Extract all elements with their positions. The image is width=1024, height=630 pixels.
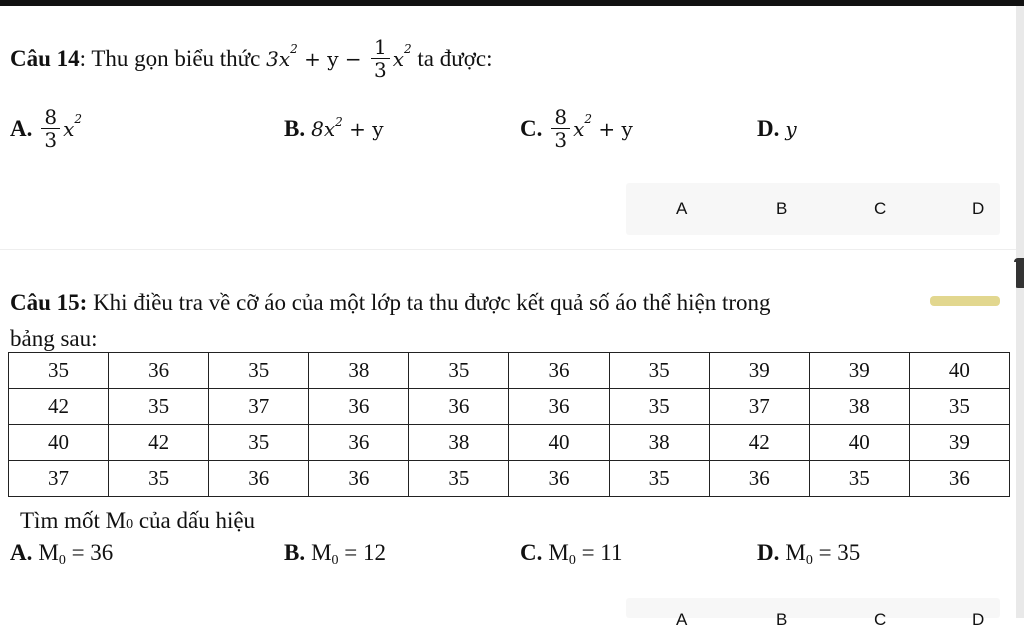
table-cell: 35 bbox=[609, 389, 709, 425]
table-cell: 40 bbox=[809, 425, 909, 461]
q14-answer-c[interactable]: C bbox=[874, 199, 887, 218]
q15-text: Khi điều tra về cỡ áo của một lớp ta thu được kết quả số áo thể hiện trong bbox=[87, 290, 771, 315]
table-cell: 36 bbox=[309, 425, 409, 461]
q15-answer-a[interactable]: A bbox=[676, 610, 688, 629]
table-cell: 35 bbox=[609, 353, 709, 389]
q15-stem-line2 bbox=[10, 326, 98, 352]
q14-answer-d[interactable]: D bbox=[972, 199, 985, 218]
q14-stem bbox=[10, 36, 492, 81]
table-cell: 35 bbox=[909, 389, 1009, 425]
table-cell: 36 bbox=[109, 353, 209, 389]
table-cell: 35 bbox=[409, 461, 509, 497]
table-cell: 39 bbox=[909, 425, 1009, 461]
table-cell: 42 bbox=[709, 425, 809, 461]
table-cell: 42 bbox=[9, 389, 109, 425]
table-cell: 36 bbox=[309, 389, 409, 425]
table-cell: 38 bbox=[809, 389, 909, 425]
table-cell: 35 bbox=[809, 461, 909, 497]
table-cell: 38 bbox=[609, 425, 709, 461]
q15-prompt: Tìm mốt M $_0$ của dấu hiệu bbox=[20, 508, 256, 533]
q15-answer-d[interactable]: D bbox=[972, 610, 985, 629]
q15-stem bbox=[10, 290, 771, 316]
q14-fraction: $\frac{1}{3}$ bbox=[371, 36, 390, 81]
table-cell: 36 bbox=[409, 389, 509, 425]
q14-answer-bar bbox=[626, 183, 1000, 235]
q14-option-c[interactable]: C. $\frac{8}{3}$ x $^2$ + y bbox=[520, 105, 633, 152]
table-cell: 35 bbox=[9, 353, 109, 389]
table-cell: 35 bbox=[209, 425, 309, 461]
table-cell: 39 bbox=[709, 353, 809, 389]
table-cell: 38 bbox=[409, 425, 509, 461]
q14-label: Câu 14 bbox=[10, 45, 80, 71]
table-cell: 40 bbox=[509, 425, 609, 461]
q14-answer-b[interactable]: B bbox=[776, 199, 788, 218]
q15-answer-b[interactable]: B bbox=[776, 610, 788, 629]
table-cell: 42 bbox=[109, 425, 209, 461]
q15-text2: bảng sau: bbox=[10, 326, 98, 351]
table-row bbox=[9, 461, 1010, 497]
q14-text-after: ta được: bbox=[411, 45, 493, 71]
table-cell: 40 bbox=[909, 353, 1009, 389]
table-cell: 35 bbox=[109, 461, 209, 497]
q14-answer-a[interactable]: A bbox=[676, 199, 688, 218]
table-cell: 40 bbox=[9, 425, 109, 461]
table-cell: 36 bbox=[509, 461, 609, 497]
table-cell: 35 bbox=[109, 389, 209, 425]
table-cell: 39 bbox=[809, 353, 909, 389]
q15-option-a[interactable]: A. $M_0 = 36$ bbox=[10, 540, 114, 568]
table-row bbox=[9, 425, 1010, 461]
q15-option-d[interactable]: D. $M_0 = 35$ bbox=[757, 540, 861, 568]
shirt-size-table bbox=[8, 352, 1010, 497]
q15-answer-c[interactable]: C bbox=[874, 610, 887, 629]
table-cell: 36 bbox=[509, 353, 609, 389]
table-cell: 36 bbox=[909, 461, 1009, 497]
right-edge bbox=[1016, 6, 1024, 618]
table-cell: 37 bbox=[709, 389, 809, 425]
q15-option-c[interactable]: C. $M_0 = 11$ bbox=[520, 540, 623, 568]
table-cell: 36 bbox=[509, 389, 609, 425]
table-cell: 35 bbox=[609, 461, 709, 497]
top-border bbox=[0, 0, 1024, 6]
q14-expression: 3x $^2$ + y − $\frac{1}{3}$ x $^2$ bbox=[266, 35, 412, 82]
q15-label: Câu 15: bbox=[10, 290, 88, 315]
q14-text: : Thu gọn biểu thức bbox=[79, 45, 267, 71]
table-row bbox=[9, 389, 1010, 425]
table-cell: 36 bbox=[309, 461, 409, 497]
table-cell: 36 bbox=[709, 461, 809, 497]
q14-option-a[interactable]: A. $\frac{8}{3}$ x $^2$ bbox=[10, 105, 83, 152]
table-cell: 37 bbox=[209, 389, 309, 425]
table-cell: 35 bbox=[209, 353, 309, 389]
table-cell: 37 bbox=[9, 461, 109, 497]
q14-option-d[interactable]: D. y bbox=[757, 116, 797, 141]
highlight-mark bbox=[930, 296, 1000, 306]
q14-option-b[interactable]: B. $8x^2 + y$ bbox=[284, 115, 384, 141]
table-row bbox=[9, 353, 1010, 389]
q15-option-b[interactable]: B. $M_0 = 12$ bbox=[284, 540, 387, 568]
table-cell: 35 bbox=[409, 353, 509, 389]
table-cell: 36 bbox=[209, 461, 309, 497]
table-cell: 38 bbox=[309, 353, 409, 389]
q15-answer-bar bbox=[626, 598, 1000, 629]
